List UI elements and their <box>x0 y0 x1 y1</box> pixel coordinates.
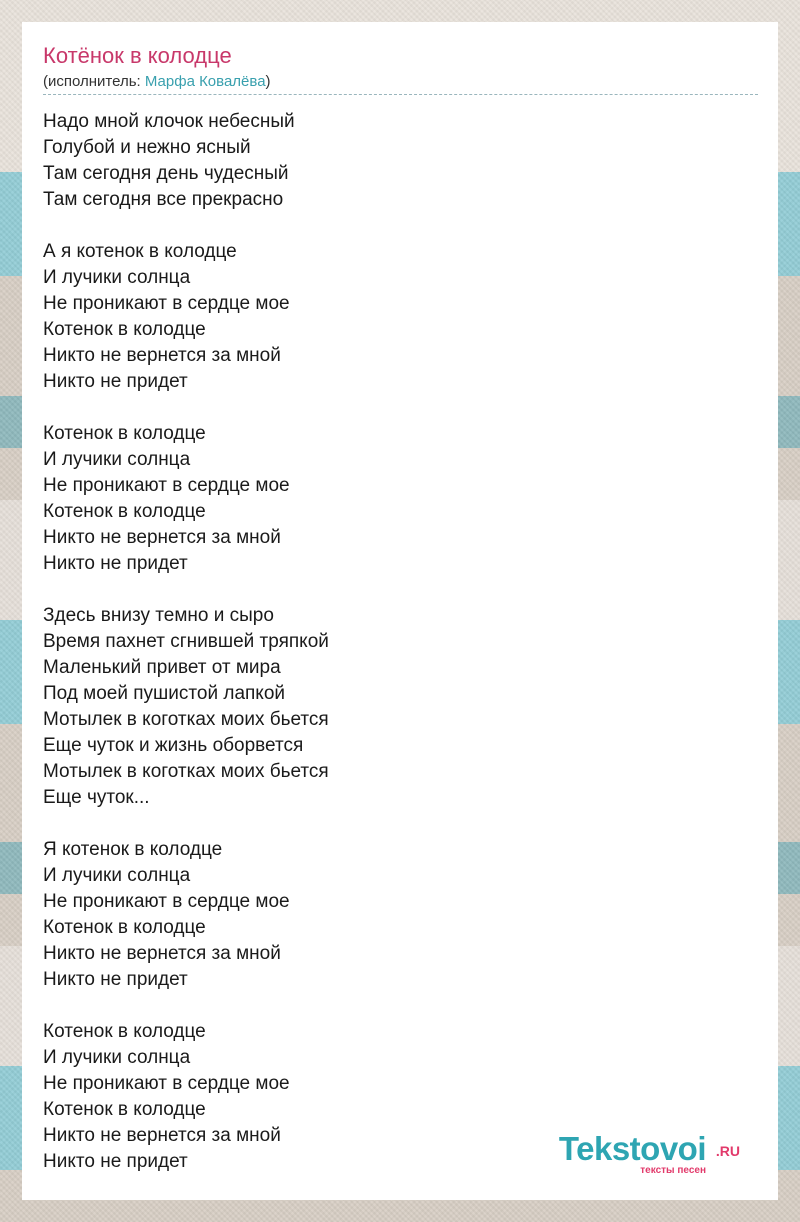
stanza-break <box>43 395 758 421</box>
lyric-line: Там сегодня день чудесный <box>43 163 289 184</box>
lyric-line: Котенок в колодце <box>43 917 206 938</box>
lyric-line: И лучики солнца <box>43 865 191 886</box>
lyric-line: Здесь внизу темно и сыро <box>43 605 274 626</box>
lyric-line: Никто не вернется за мной <box>43 345 281 366</box>
artist-suffix: ) <box>265 73 271 90</box>
artist-prefix: (исполнитель: <box>43 73 145 90</box>
logo-tagline: тексты песен <box>640 1165 706 1176</box>
logo-tld: .RU <box>715 1143 740 1159</box>
lyric-line: А я котенок в колодце <box>43 241 237 262</box>
lyric-line: Мотылек в коготках моих бьется <box>43 761 329 782</box>
site-logo[interactable] <box>526 1132 746 1178</box>
stanza-break <box>43 577 758 603</box>
lyric-line: Никто не придет <box>43 969 188 990</box>
lyric-line: Мотылек в коготках моих бьется <box>43 709 329 730</box>
lyric-line: И лучики солнца <box>43 267 191 288</box>
lyric-line: Котенок в колодце <box>43 423 206 444</box>
song-title: Котёнок в колодце <box>43 43 232 68</box>
lyric-line: Еще чуток... <box>43 787 150 808</box>
stanza-break <box>43 213 758 239</box>
lyrics-body <box>43 109 758 1175</box>
lyric-line: Никто не вернется за мной <box>43 943 281 964</box>
lyric-line: Котенок в колодце <box>43 501 206 522</box>
lyric-line: Надо мной клочок небесный <box>43 111 295 132</box>
logo-wordmark: Tekstovoi <box>558 1130 706 1167</box>
stanza-break <box>43 811 758 837</box>
lyric-line: Никто не придет <box>43 553 188 574</box>
lyric-line: Не проникают в сердце мое <box>43 891 290 912</box>
lyric-line: Не проникают в сердце мое <box>43 475 290 496</box>
lyric-line: Там сегодня все прекрасно <box>43 189 284 210</box>
artist-line <box>43 72 758 95</box>
lyric-line: И лучики солнца <box>43 449 191 470</box>
lyric-line: И лучики солнца <box>43 1047 191 1068</box>
lyric-line: Никто не вернется за мной <box>43 1125 281 1146</box>
lyric-line: Котенок в колодце <box>43 1099 206 1120</box>
lyric-line: Я котенок в колодце <box>43 839 223 860</box>
lyric-line: Никто не придет <box>43 371 188 392</box>
stanza-break <box>43 993 758 1019</box>
lyric-line: Маленький привет от мира <box>43 657 281 678</box>
lyric-line: Котенок в колодце <box>43 319 206 340</box>
lyric-line: Под моей пушистой лапкой <box>43 683 285 704</box>
lyric-line: Время пахнет сгнившей тряпкой <box>43 631 329 652</box>
lyric-line: Не проникают в сердце мое <box>43 1073 290 1094</box>
artist-link[interactable]: Марфа Ковалёва <box>144 73 266 90</box>
lyric-line: Никто не придет <box>43 1151 188 1172</box>
lyric-line: Не проникают в сердце мое <box>43 293 290 314</box>
lyrics-card <box>22 22 778 1200</box>
lyric-line: Никто не вернется за мной <box>43 527 281 548</box>
lyric-line: Голубой и нежно ясный <box>43 137 251 158</box>
lyric-line: Еще чуток и жизнь оборвется <box>43 735 304 756</box>
lyric-line: Котенок в колодце <box>43 1021 206 1042</box>
